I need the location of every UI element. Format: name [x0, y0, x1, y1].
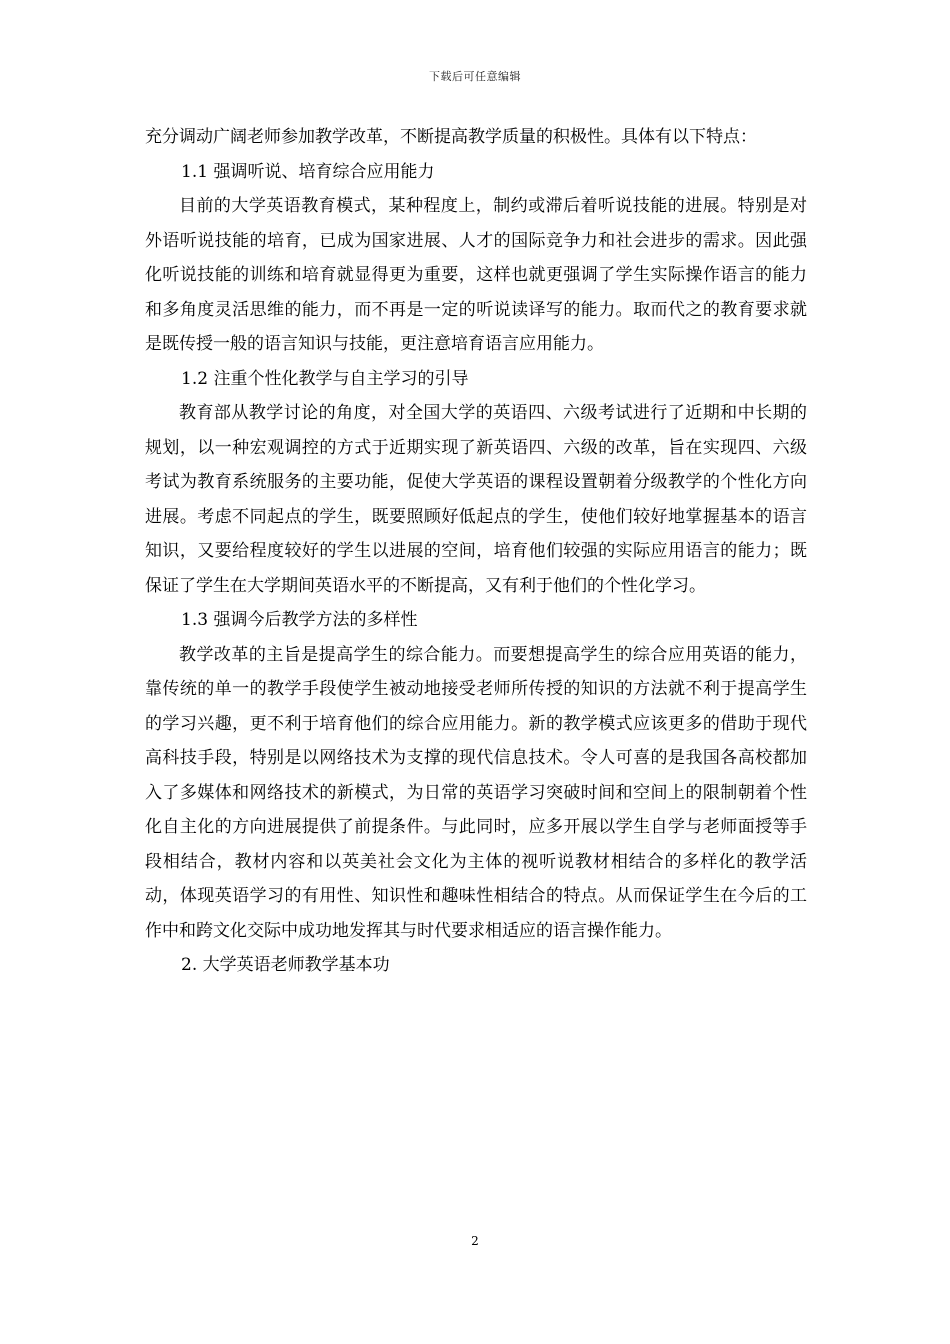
paragraph-listening-speaking: 目前的大学英语教育模式，某种程度上，制约或滞后着听说技能的进展。特别是对外语听说技能的培育，已成为国家进展、人才的国际竞争力和社会进步的需求。因此强化听说技能的训练和培育就显得更为重要，这样也就更强调了学生实际操作语言的能力和多角度灵活思维的能力，而不再是一定的听说读译写的能力。取而代之的教育要求就是既传授一般的语言知识与技能，更注意培育语言应用能力。: [145, 196, 807, 354]
paragraph-continuation: 充分调动广阔老师参加教学改革，不断提高教学质量的积极性。具体有以下特点：: [145, 127, 757, 147]
page-header: 下载后可任意编辑: [429, 70, 521, 83]
paragraph-teaching-methods: 教学改革的主旨是提高学生的综合能力。而要想提高学生的综合应用英语的能力，靠传统的单一的教学手段使学生被动地接受老师所传授的知识的方法就不利于提高学生的学习兴趣，更不利于培育他们的综合应用能力。新的教学模式应该更多的借助于现代高科技手段，特别是以网络技术为支撑的现代信息技术。令人可喜的是我国各高校都加入了多媒体和网络技术的新模式，为日常的英语学习突破时间和空间上的限制朝着个性化自主化的方向进展提供了前提条件。与此同时，应多开展以学生自学与老师面授等手段相结合，教材内容和以英美社会文化为主体的视听说教材相结合的多样化的教学活动，体现英语学习的有用性、知识性和趣味性相结合的特点。从而保证学生在今后的工作中和跨文化交际中成功地发挥其与时代要求相适应的语言操作能力。: [145, 644, 807, 941]
section-heading-1-2: 1.2 注重个性化教学与自主学习的引导: [181, 368, 469, 389]
section-heading-2: 2. 大学英语老师教学基本功: [181, 955, 390, 975]
page-number: 2: [471, 1234, 479, 1248]
document-body: [145, 120, 807, 983]
section-heading-1-3: 1.3 强调今后教学方法的多样性: [181, 610, 418, 630]
section-heading-1-1: 1.1 强调听说、培育综合应用能力: [181, 161, 435, 182]
paragraph-personalized-teaching: 教育部从教学讨论的角度，对全国大学的英语四、六级考试进行了近期和中长期的规划，以一种宏观调控的方式于近期实现了新英语四、六级的改革，旨在实现四、六级考试为教育系统服务的主要功能，促使大学英语的课程设置朝着分级教学的个性化方向进展。考虑不同起点的学生，既要照顾好低起点的学生，使他们较好地掌握基本的语言知识，又要给程度较好的学生以进展的空间，培育他们较强的实际应用语言的能力；既保证了学生在大学期间英语水平的不断提高，又有利于他们的个性化学习。: [145, 403, 807, 596]
